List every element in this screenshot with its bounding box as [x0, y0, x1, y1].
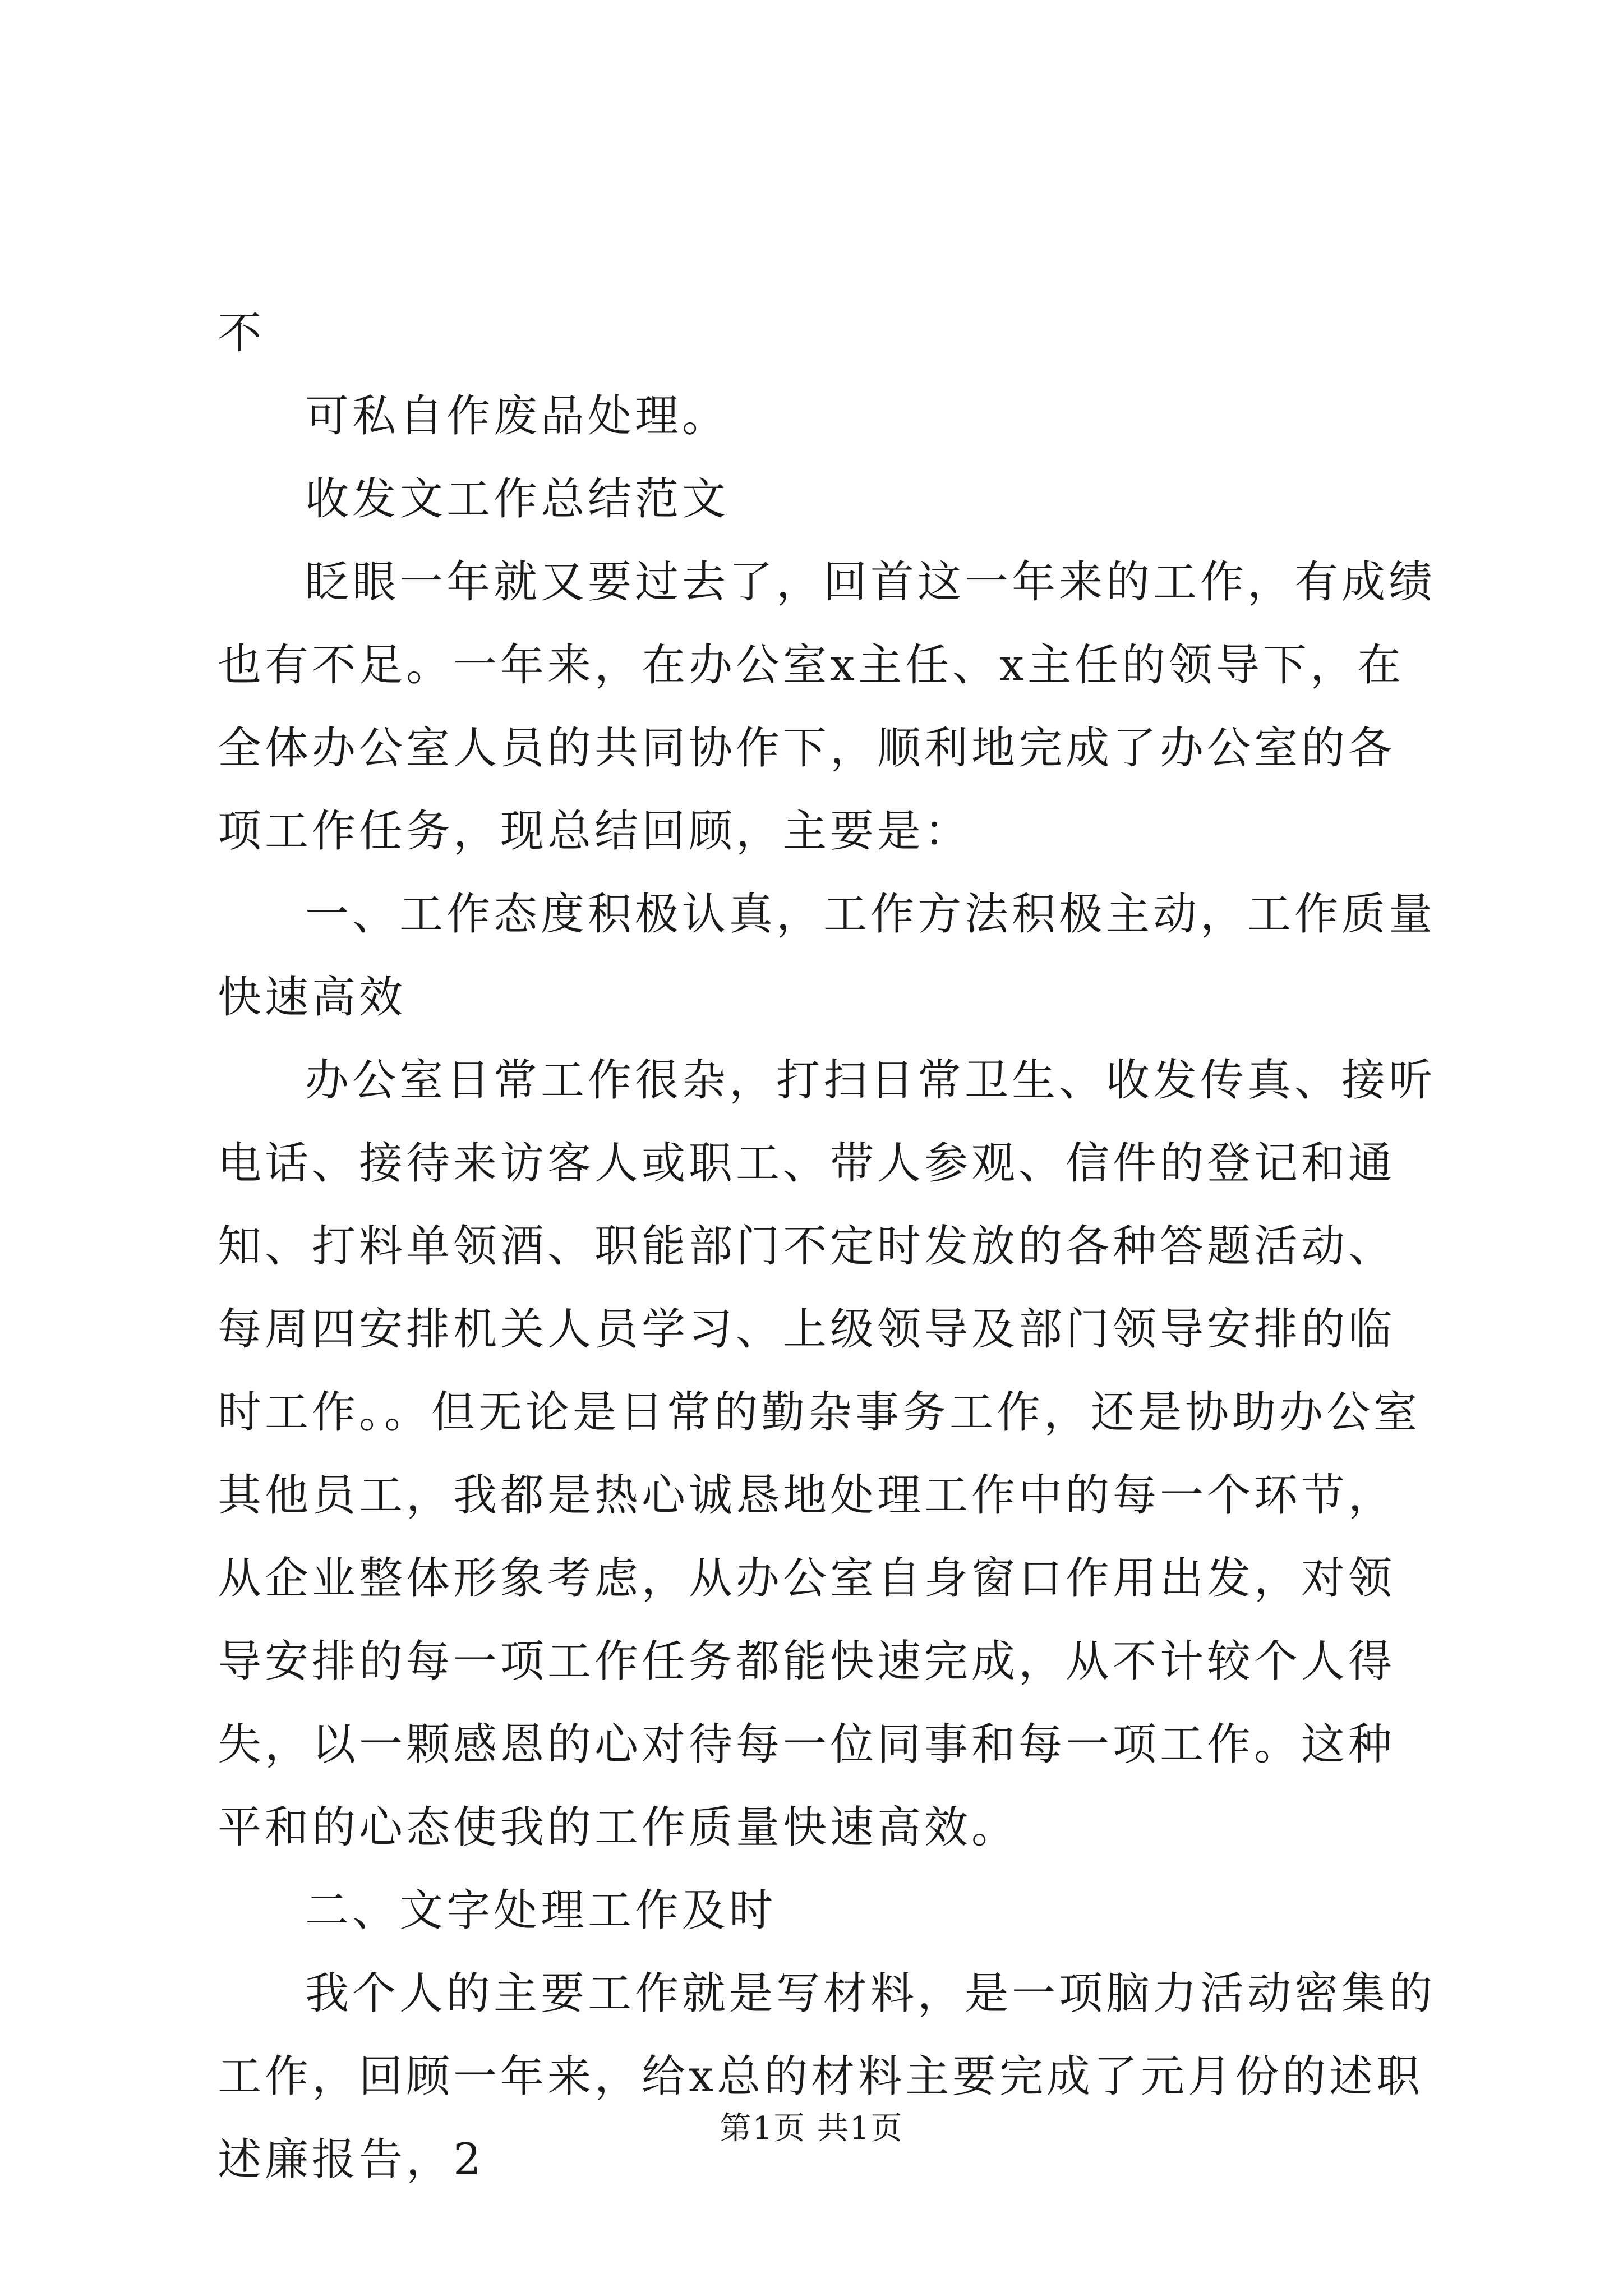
heading-one: 一、工作态度积极认真，工作方法积极主动，工作质量快速高效 — [218, 889, 1436, 1023]
paragraph-intro: 眨眼一年就又要过去了，回首这一年来的工作，有成绩也有不足。一年来，在办公室x主任、x主任的领导下，在全体办公室人员的共同协作下，顺利地完成了办公室的各项工作任务，现总结回顾，主要是： — [218, 557, 1436, 857]
paragraph-2: 可私自作废品处理。 — [305, 391, 730, 441]
page-footer: 第1页 共1页 — [720, 2110, 903, 2147]
heading-two: 二、文字处理工作及时 — [305, 1885, 777, 1936]
section-title: 收发文工作总结范文 — [305, 474, 730, 524]
paragraph-daily-work: 办公室日常工作很杂，打扫日常卫生、收发传真、接听电话、接待来访客人或职工、带人参观、信件的登记和通知、打料单领酒、职能部门不定时发放的各种答题活动、每周四安排机关人员学习、上级领导及部门领导安排的临时工作。。但无论是日常的勤杂事务工作，还是协助办公室其他员工，我都是热心诚恳地处理工作中的每一个环节，从企业整体形象考虑，从办公室自身窗口作用出发，对领导安排的每一项工作任务都能快速完成，从不计较个人得失，以一颗感恩的心对待每一位同事和每一项工作。这种平和的心态使我的工作质量快速高效。 — [218, 1055, 1436, 1853]
document-body — [218, 292, 1440, 2201]
paragraph-1: 不 — [218, 308, 265, 358]
paragraph-writing: 我个人的主要工作就是写材料，是一项脑力活动密集的工作，回顾一年来，给x总的材料主要完成了元月份的述职述廉报告，2 — [218, 1968, 1436, 2185]
